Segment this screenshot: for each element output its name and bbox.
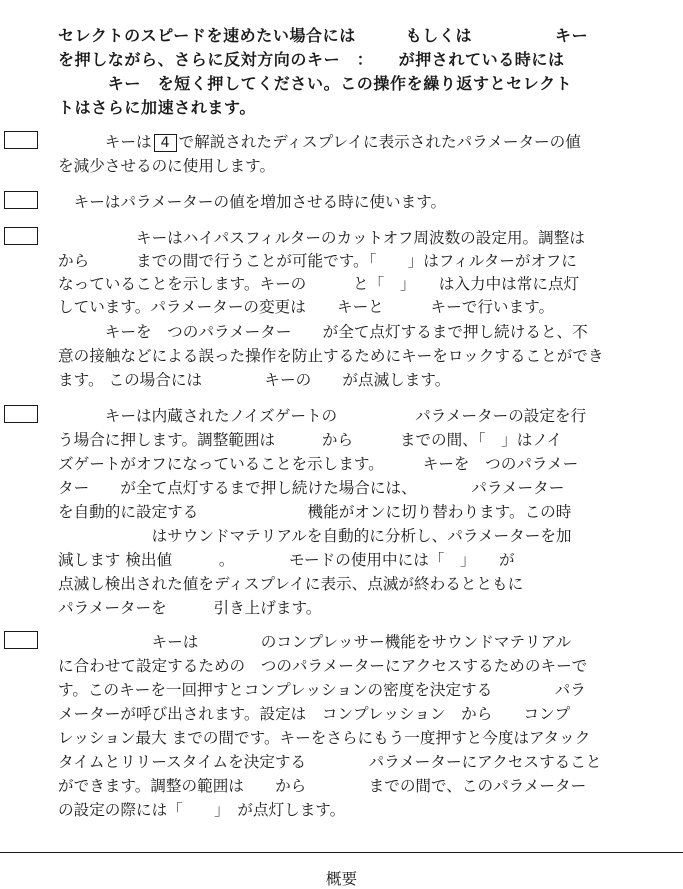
section-line: なっていることを示します。キーの と「 」 は入力中は常に点灯 <box>58 275 580 293</box>
section-line: す。このキーを一回押すとコンプレッションの密度を決定する パラ <box>58 681 586 699</box>
section-line: キーは内蔵されたノイズゲートの パラメーターの設定を行 <box>58 407 587 425</box>
intro-line: セレクトのスピードを速めたい場合には もしくは キー <box>58 26 589 45</box>
section-line: キーを つのパラメーター が全て点灯するまで押し続けると、不 <box>58 323 588 341</box>
section-line: ます。 この場合には キーの が点滅します。 <box>58 371 451 389</box>
section-line-text: で解説されたディスプレイに表示されたパラメーターの値 <box>178 133 581 151</box>
intro-line: トはさらに加速されます。 <box>58 98 256 117</box>
section-line <box>58 132 581 152</box>
section-line: キーはパラメーターの値を増加させる時に使います。 <box>58 193 447 211</box>
section-line: レッション最大 までの間です。キーをさらにもう一度押すと今度はアタック <box>58 729 591 747</box>
section-line: しています。パラメーターの変更は キーと キーで行います。 <box>58 298 555 316</box>
key-icon-placeholder <box>4 227 38 245</box>
section-line: 意の接触などによる誤った操作を防止するためにキーをロックすることができ <box>58 347 604 365</box>
section-line: 減します 検出値 。 モードの使用中には「 」 が <box>58 551 515 569</box>
key-icon-placeholder <box>4 131 38 149</box>
section-line: を減少させるのに使用します。 <box>58 157 276 175</box>
section-line-text: キーは <box>58 133 152 151</box>
key-icon-placeholder <box>4 191 38 209</box>
section-line: う場合に押します。調整範囲は から までの間、「 」はノイ <box>58 431 563 449</box>
section-line: 点滅し検出された値をディスプレイに表示、点滅が終わるとともに <box>58 575 524 593</box>
section-line: に合わせて設定するための つのパラメーターにアクセスするためのキーで <box>58 657 588 675</box>
section-line: ができます。調整の範囲は から までの間で、このパラメーター <box>58 777 587 795</box>
section-line: ター が全て点灯するまで押し続けた場合には、 パラメーター <box>58 479 565 497</box>
section-line: メーターが呼び出されます。設定は コンプレッション から コンプ <box>58 705 571 723</box>
section-line: ズゲートがオフになっていることを示します。 キーを つのパラメー <box>58 455 579 473</box>
intro-line: キー を短く押してください。この操作を繰り返すとセレクト <box>58 74 573 93</box>
key-icon-placeholder <box>4 631 38 649</box>
section-line: の設定の際には「 」 が点灯します。 <box>58 801 346 819</box>
section-line: を自動的に設定する 機能がオンに切り替わります。この時 <box>58 503 572 521</box>
section-line: から までの間で行うことが可能です。「 」はフィルターがオフに <box>58 252 577 270</box>
section-line: パラメーターを 引き上げます。 <box>58 599 322 617</box>
section-reference-number: 4 <box>154 134 177 152</box>
section-line: キーはハイパスフィルターのカットオフ周波数の設定用。調整は <box>58 229 585 247</box>
intro-line: を押しながら、さらに反対方向のキー ： が押されている時には <box>58 50 565 69</box>
key-icon-placeholder <box>4 405 38 423</box>
section-line: キーは のコンプレッサー機能をサウンドマテリアル <box>58 633 572 651</box>
footer-label: 概要 <box>325 870 358 888</box>
section-line: はサウンドマテリアルを自動的に分析し、パラメーターを加 <box>58 527 572 545</box>
section-line: タイムとリリースタイムを決定する パラメーターにアクセスすること <box>58 753 602 771</box>
footer-divider <box>0 852 683 853</box>
